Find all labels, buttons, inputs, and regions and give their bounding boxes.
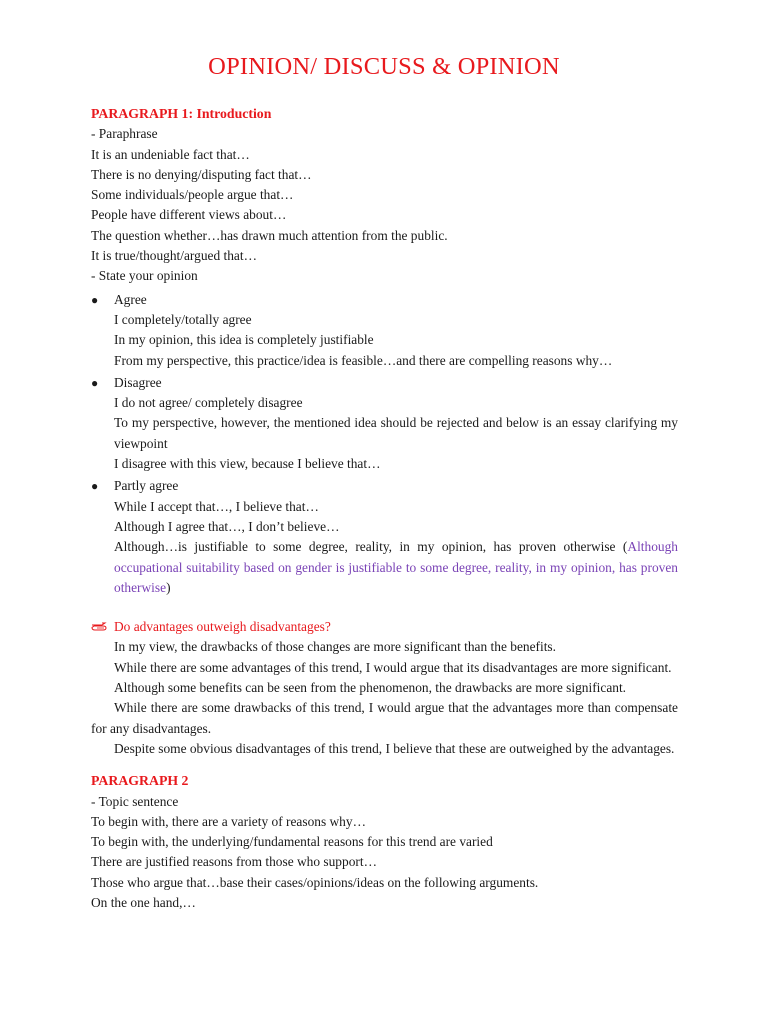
bullet-dot-icon: ● [91,292,99,307]
topic-line: Those who argue that…base their cases/opinions/ideas on the following arguments. [91,874,539,890]
phrase-line: To my perspective, however, the mentioned idea should be rejected and below is an essay clarifying my viewpoint [114,415,678,451]
document-title: OPINION/ DISCUSS & OPINION [208,53,560,80]
paraphrase-line: It is an undeniable fact that… [91,146,250,162]
section-spacer [91,600,678,616]
topic-line: To begin with, there are a variety of reasons why… [91,813,366,829]
phrase-line: From my perspective, this practice/idea is feasible…and there are compelling reasons why… [114,352,613,368]
advantages-question: Do advantages outweigh disadvantages? [114,619,331,635]
paraphrase-line: It is true/thought/argued that… [91,248,257,264]
phrase-line: I completely/totally agree [114,311,252,327]
paraphrase-line: People have different views about… [91,207,287,223]
phrase-text: Although…is justifiable to some degree, reality, in my opinion, has proven otherwise ( [114,539,628,555]
closing-paren: ) [166,579,171,595]
phrase-line: I do not agree/ completely disagree [114,395,303,411]
document-content [91,104,678,913]
bullet-label: Partly agree [114,478,179,494]
advantage-phrase: While there are some drawbacks of this trend, I would argue that the advantages more than compensate for any disadvantages. [91,700,678,736]
phrase-line: While I accept that…, I believe that… [114,498,319,514]
advantages-phrases [91,637,678,759]
paragraph-2-heading: PARAGRAPH 2 [91,773,189,789]
advantage-phrase: Although some benefits can be seen from the phenomenon, the drawbacks are more significant. [114,680,627,696]
pointing-hand-icon [91,617,109,637]
phrase-line-with-example [114,537,678,598]
advantage-phrase: While there are some advantages of this trend, I would argue that its disadvantages are more significant. [114,659,672,675]
bullet-disagree [91,373,678,474]
advantages-question-row [91,617,678,637]
opinion-bullet-list [91,290,678,598]
bullet-dot-icon: ● [91,375,99,390]
topic-line: There are justified reasons from those who support… [91,854,377,870]
bullet-label: Agree [114,291,147,307]
paraphrase-line: There is no denying/disputing fact that… [91,166,312,182]
topic-sentence-label: - Topic sentence [91,793,179,809]
phrase-line: In my opinion, this idea is completely justifiable [114,332,374,348]
bullet-agree [91,290,678,371]
phrase-line: I disagree with this view, because I believe that… [114,456,381,472]
bullet-label: Disagree [114,374,162,390]
bullet-dot-icon: ● [91,479,99,494]
topic-line: On the one hand,… [91,894,196,910]
phrase-line: Although I agree that…, I don’t believe… [114,518,340,534]
bullet-partly-agree [91,476,678,598]
paraphrase-label: - Paraphrase [91,126,158,142]
section-spacer [91,759,678,771]
advantage-phrase: Despite some obvious disadvantages of this trend, I believe that these are outweighed by the advantages. [114,740,675,756]
paraphrase-line: Some individuals/people argue that… [91,187,294,203]
topic-line: To begin with, the underlying/fundamental reasons for this trend are varied [91,834,493,850]
paragraph-1-heading: PARAGRAPH 1: Introduction [91,106,272,121]
advantage-phrase: In my view, the drawbacks of those changes are more significant than the benefits. [114,639,556,655]
paraphrase-line: The question whether…has drawn much attention from the public. [91,227,448,243]
example-sentence: Although occupational suitability based on gender is justifiable to some degree, reality, in my opinion, has proven otherwise [114,539,678,595]
opinion-label: - State your opinion [91,268,198,284]
